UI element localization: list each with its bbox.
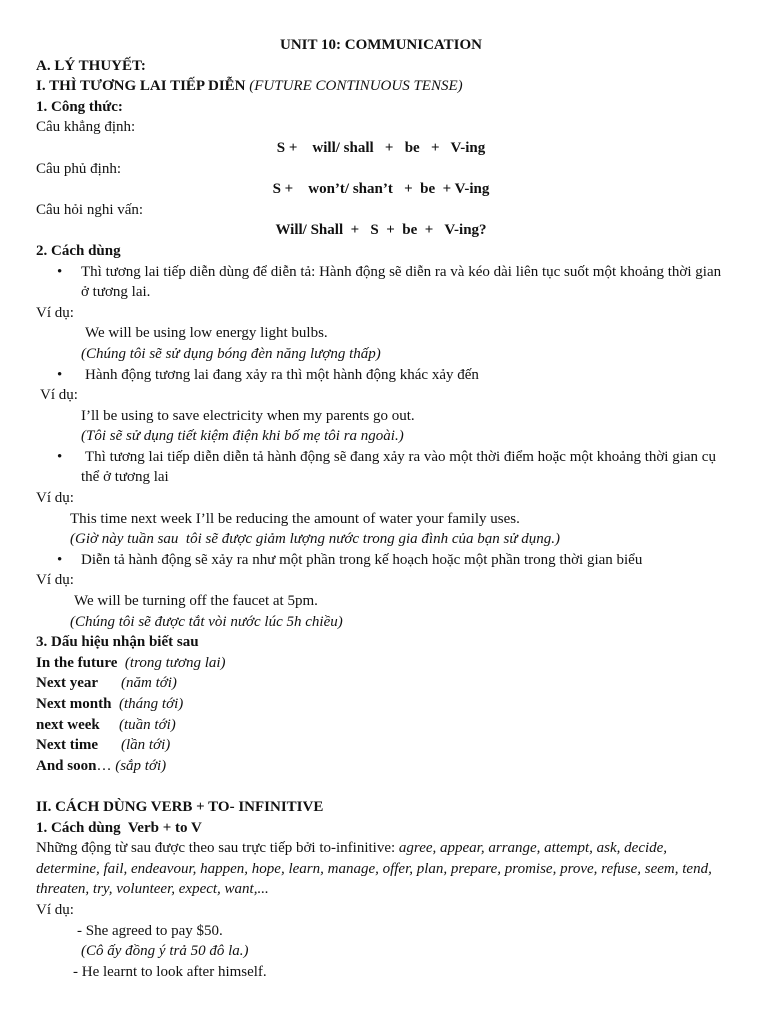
sign-term: In the future	[36, 654, 118, 671]
section-i-subtitle: (FUTURE CONTINUOUS TENSE)	[249, 78, 463, 95]
sign-item	[36, 715, 726, 736]
sign-translation: (sắp tới)	[115, 757, 167, 774]
sign-translation: (lần tới)	[121, 737, 171, 754]
section-i-heading	[36, 76, 726, 97]
sign-item	[36, 653, 726, 674]
usage-bullet-2-text: Hành động tương lai đang xảy ra thì một hành động khác xảy đến	[85, 366, 479, 383]
sign-item	[36, 694, 726, 715]
usage-bullet-3-text: Thì tương lai tiếp diễn diễn tả hành động sẽ đang xảy ra vào một thời điểm hoặc một khoảng thời gian cụ thể ở tương lai	[81, 448, 716, 486]
usage-bullet-4	[36, 550, 726, 571]
sign-item	[36, 735, 726, 756]
example-label: Ví dụ:	[36, 304, 74, 321]
sign-term: Next year	[36, 675, 99, 692]
affirmative-formula: S + will/ shall + be + V-ing	[276, 139, 486, 156]
usage-bullet-1-text: Thì tương lai tiếp diễn dùng để diễn tả: Hành động sẽ diễn ra và kéo dài liên tục suốt một khoảng thời gian ở tương lai.	[81, 263, 722, 301]
section-ii-heading: II. CÁCH DÙNG VERB + TO- INFINITIVE	[36, 798, 324, 815]
bullet-icon: •	[57, 448, 63, 465]
document-page	[36, 35, 726, 982]
formula-heading: 1. Công thức:	[36, 98, 123, 115]
to-infinitive-example-2: - He learnt to look after himself.	[73, 963, 267, 980]
section-ii-intro: Những động từ sau được theo sau trực tiếp bởi to-infinitive:	[36, 840, 396, 857]
question-label: Câu hỏi nghi vấn:	[36, 201, 144, 218]
example-2-vi: (Tôi sẽ sử dụng tiết kiệm điện khi bố mẹ tôi ra ngoài.)	[81, 428, 404, 445]
section-a-heading: A. LÝ THUYẾT:	[36, 57, 146, 74]
usage-bullet-1	[36, 262, 726, 303]
page-title: UNIT 10: COMMUNICATION	[280, 37, 482, 53]
negative-label: Câu phủ định:	[36, 160, 121, 177]
sign-term: Next month	[36, 696, 112, 712]
sign-translation: (tháng tới)	[119, 696, 184, 712]
section-ii-subheading: 1. Cách dùng Verb + to V	[36, 819, 202, 836]
to-infinitive-example-1: - She agreed to pay $50.	[77, 922, 223, 939]
spacer	[36, 776, 726, 797]
example-1-en: We will be using low energy light bulbs.	[85, 325, 328, 342]
usage-bullet-4-text: Diễn tả hành động sẽ xảy ra như một phần trong kế hoạch hoặc một phần trong thời gian biểu	[81, 551, 643, 568]
negative-formula: S + won’t/ shan’t + be + V-ing	[272, 181, 490, 198]
verb-list: agree, appear, arrange, attempt, ask, decide, determine, fail, endeavour, happen, hope, learn, manage, offer, plan, prepare, promise, prove, refuse, seem, tend, threaten, try, volunteer, expect, want,...	[36, 840, 712, 898]
example-4-en: We will be turning off the faucet at 5pm.	[74, 593, 318, 610]
example-3-en: This time next week I’ll be reducing the amount of water your family uses.	[70, 510, 520, 527]
usage-bullet-2	[36, 365, 726, 386]
usage-bullet-3	[36, 447, 726, 488]
sign-term: And soon	[36, 757, 97, 774]
sign-term: Next time	[36, 737, 99, 754]
example-3-vi: (Giờ này tuần sau tôi sẽ được giảm lượng nước trong gia đình của bạn sử dụng.)	[70, 531, 560, 548]
example-label: Ví dụ:	[36, 901, 74, 918]
bullet-icon: •	[57, 366, 63, 383]
section-ii-paragraph	[36, 838, 726, 900]
sign-item	[36, 756, 726, 777]
example-1-vi: (Chúng tôi sẽ sử dụng bóng đèn năng lượng thấp)	[81, 345, 381, 362]
example-4-vi: (Chúng tôi sẽ được tắt vòi nước lúc 5h chiều)	[70, 613, 343, 630]
sign-translation: (năm tới)	[121, 675, 177, 692]
sign-item	[36, 673, 726, 694]
sign-term: next week	[36, 716, 100, 733]
example-label: Ví dụ:	[40, 387, 78, 404]
sign-ellipsis: …	[96, 757, 116, 774]
example-label: Ví dụ:	[36, 490, 74, 507]
section-i-title: I. THÌ TƯƠNG LAI TIẾP DIỄN	[36, 78, 246, 95]
usage-heading: 2. Cách dùng	[36, 242, 121, 259]
sign-translation: (tuần tới)	[119, 716, 176, 733]
affirmative-label: Câu khẳng định:	[36, 119, 136, 136]
signs-heading: 3. Dấu hiệu nhận biết sau	[36, 634, 199, 651]
example-2-en: I’ll be using to save electricity when my parents go out.	[81, 407, 415, 424]
sign-translation: (trong tương lai)	[124, 654, 226, 671]
to-infinitive-example-1-vi: (Cô ấy đồng ý trả 50 đô la.)	[81, 943, 249, 960]
question-formula: Will/ Shall + S + be + V-ing?	[275, 222, 487, 239]
bullet-icon: •	[57, 551, 63, 568]
example-label: Ví dụ:	[36, 572, 74, 589]
bullet-icon: •	[57, 263, 63, 280]
